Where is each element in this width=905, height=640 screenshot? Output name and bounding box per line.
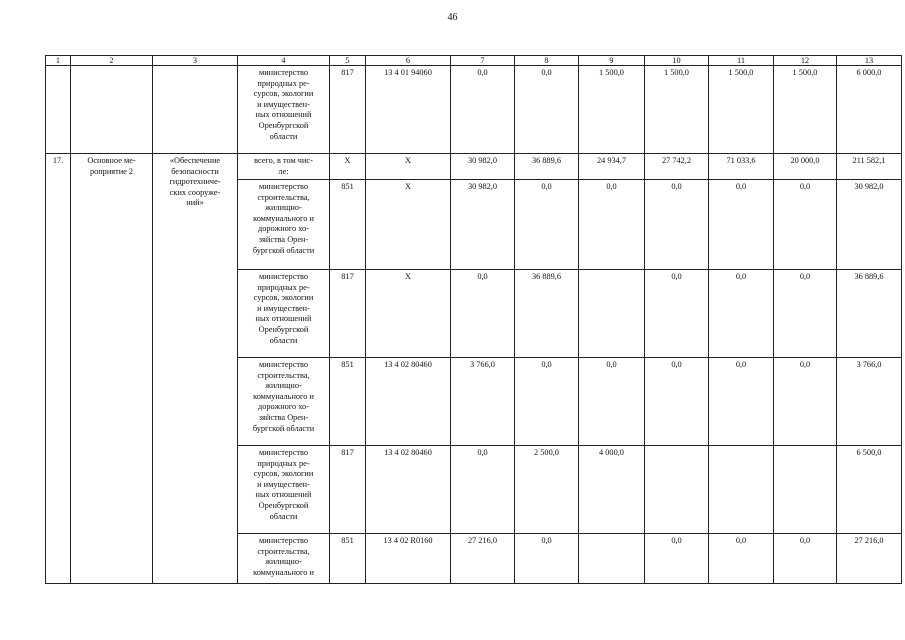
budget-table <box>45 55 902 584</box>
row-number-cell: 17. <box>46 154 71 584</box>
year-value-cell: 0,0 <box>645 270 709 358</box>
cell-line: области <box>269 511 298 521</box>
year-value-cell: 0,0 <box>645 534 709 584</box>
year-value-cell: 1 500,0 <box>645 66 709 154</box>
total-value-cell: 6 500,0 <box>837 446 902 534</box>
year-value-cell: 0,0 <box>579 180 645 270</box>
year-value-cell: 3 766,0 <box>451 358 515 446</box>
cell-line: Оренбургской <box>258 500 309 510</box>
executor-cell <box>238 446 330 534</box>
cell-line: ских сооруже- <box>169 187 221 197</box>
year-value-cell: 0,0 <box>451 446 515 534</box>
cell-line: министерство <box>258 360 309 369</box>
header-cell: 7 <box>451 56 515 66</box>
cell-line: жилищно- <box>265 381 302 391</box>
grbs-cell: 817 <box>330 270 366 358</box>
measure-name-cell <box>71 66 153 154</box>
year-value-cell: 36 889,6 <box>515 270 579 358</box>
year-value-cell: 20 000,0 <box>774 154 837 180</box>
year-value-cell: 0,0 <box>774 270 837 358</box>
year-value-cell: 30 982,0 <box>451 180 515 270</box>
grbs-cell: 817 <box>330 446 366 534</box>
cell-line: области <box>269 131 298 141</box>
budget-code-cell: X <box>366 270 451 358</box>
year-value-cell <box>709 446 774 534</box>
grbs-cell: 851 <box>330 534 366 584</box>
measure-name-cell <box>71 154 153 584</box>
header-cell: 11 <box>709 56 774 66</box>
row-number-cell <box>46 66 71 154</box>
year-value-cell: 27 742,2 <box>645 154 709 180</box>
cell-line: строительства, <box>257 370 310 380</box>
total-value-cell: 3 766,0 <box>837 358 902 446</box>
year-value-cell: 1 500,0 <box>774 66 837 154</box>
year-value-cell: 0,0 <box>515 534 579 584</box>
year-value-cell: 0,0 <box>774 180 837 270</box>
year-value-cell: 0,0 <box>709 270 774 358</box>
executor-cell <box>238 270 330 358</box>
cell-line: Оренбургской <box>258 324 309 334</box>
year-value-cell: 24 934,7 <box>579 154 645 180</box>
executor-cell <box>238 534 330 584</box>
grbs-cell: 851 <box>330 180 366 270</box>
cell-line: ных отношений <box>255 490 312 500</box>
budget-code-cell: X <box>366 180 451 270</box>
budget-code-cell: 13 4 01 94060 <box>366 66 451 154</box>
table-row <box>46 154 902 180</box>
cell-line: природных ре- <box>257 78 310 88</box>
header-cell: 1 <box>46 56 71 66</box>
cell-line: ных отношений <box>255 110 312 120</box>
cell-line: жилищно- <box>265 203 302 213</box>
executor-cell <box>238 154 330 180</box>
cell-line: дорожного хо- <box>258 402 309 412</box>
measure-title-cell <box>153 66 238 154</box>
cell-line: министерство <box>258 182 309 191</box>
total-value-cell: 36 889,6 <box>837 270 902 358</box>
cell-line: «Обеспечение <box>169 156 221 165</box>
cell-line: и имуществен- <box>257 479 310 489</box>
budget-code-cell: 13 4 02 80460 <box>366 446 451 534</box>
budget-code-cell: 13 4 02 R0160 <box>366 534 451 584</box>
header-cell: 2 <box>71 56 153 66</box>
year-value-cell <box>579 270 645 358</box>
cell-line: Основное ме- <box>87 156 136 165</box>
year-value-cell: 0,0 <box>709 358 774 446</box>
executor-cell <box>238 358 330 446</box>
cell-line: коммунального и <box>253 391 314 401</box>
grbs-cell: 851 <box>330 358 366 446</box>
executor-cell <box>238 66 330 154</box>
header-cell: 9 <box>579 56 645 66</box>
year-value-cell: 0,0 <box>451 270 515 358</box>
cell-line: гидротехниче- <box>169 177 221 187</box>
total-value-cell: 30 982,0 <box>837 180 902 270</box>
executor-cell <box>238 180 330 270</box>
cell-line: министерство <box>258 272 309 281</box>
cell-line: министерство <box>258 68 309 77</box>
cell-line: бургской области <box>252 245 315 255</box>
grbs-cell: X <box>330 154 366 180</box>
cell-line: министерство <box>258 448 309 457</box>
year-value-cell: 0,0 <box>774 358 837 446</box>
table-row <box>46 66 902 154</box>
cell-line: Оренбургской <box>258 120 309 130</box>
year-value-cell: 0,0 <box>515 180 579 270</box>
year-value-cell: 0,0 <box>451 66 515 154</box>
year-value-cell: 0,0 <box>579 358 645 446</box>
year-value-cell: 71 033,6 <box>709 154 774 180</box>
cell-line: сурсов, экологии <box>253 469 314 479</box>
year-value-cell: 0,0 <box>645 180 709 270</box>
year-value-cell: 2 500,0 <box>515 446 579 534</box>
year-value-cell: 0,0 <box>645 358 709 446</box>
cell-line: области <box>269 335 298 345</box>
cell-line: сурсов, экологии <box>253 293 314 303</box>
cell-line: дорожного хо- <box>258 224 309 234</box>
cell-line: зяйства Орен- <box>258 234 309 244</box>
cell-line: ных отношений <box>255 314 312 324</box>
header-row <box>46 56 902 66</box>
cell-line: бургской области <box>252 423 315 433</box>
cell-line: жилищно- <box>265 557 302 567</box>
budget-code-cell: 13 4 02 80460 <box>366 358 451 446</box>
cell-line: и имуществен- <box>257 303 310 313</box>
header-cell: 3 <box>153 56 238 66</box>
cell-line: всего, в том чис- <box>254 156 313 165</box>
header-cell: 4 <box>238 56 330 66</box>
year-value-cell: 30 982,0 <box>451 154 515 180</box>
total-value-cell: 6 000,0 <box>837 66 902 154</box>
cell-line: природных ре- <box>257 282 310 292</box>
header-cell: 8 <box>515 56 579 66</box>
total-value-cell: 211 582,1 <box>837 154 902 180</box>
year-value-cell: 27 216,0 <box>451 534 515 584</box>
header-cell: 5 <box>330 56 366 66</box>
page-number: 46 <box>447 12 458 23</box>
cell-line: ле: <box>278 166 289 176</box>
header-cell: 13 <box>837 56 902 66</box>
cell-line: коммунального и <box>253 213 314 223</box>
cell-line: строительства, <box>257 192 310 202</box>
cell-line: безопасности <box>171 166 219 176</box>
cell-line: строительства, <box>257 546 310 556</box>
cell-line: министерство <box>258 536 309 545</box>
cell-line: ний» <box>186 198 204 208</box>
year-value-cell <box>579 534 645 584</box>
measure-title-cell <box>153 154 238 584</box>
cell-line: коммунального и <box>253 567 314 577</box>
year-value-cell: 0,0 <box>709 180 774 270</box>
cell-line: роприятие 2 <box>89 166 134 176</box>
year-value-cell: 36 889,6 <box>515 154 579 180</box>
cell-line: зяйства Орен- <box>258 412 309 422</box>
grbs-cell: 817 <box>330 66 366 154</box>
year-value-cell: 1 500,0 <box>709 66 774 154</box>
cell-line: сурсов, экологии <box>253 89 314 99</box>
header-cell: 12 <box>774 56 837 66</box>
year-value-cell: 0,0 <box>515 66 579 154</box>
budget-code-cell: X <box>366 154 451 180</box>
cell-line: и имуществен- <box>257 99 310 109</box>
year-value-cell: 4 000,0 <box>579 446 645 534</box>
total-value-cell: 27 216,0 <box>837 534 902 584</box>
year-value-cell: 0,0 <box>515 358 579 446</box>
year-value-cell: 0,0 <box>709 534 774 584</box>
header-cell: 6 <box>366 56 451 66</box>
header-cell: 10 <box>645 56 709 66</box>
cell-line: природных ре- <box>257 458 310 468</box>
year-value-cell: 1 500,0 <box>579 66 645 154</box>
year-value-cell <box>645 446 709 534</box>
year-value-cell: 0,0 <box>774 534 837 584</box>
year-value-cell <box>774 446 837 534</box>
